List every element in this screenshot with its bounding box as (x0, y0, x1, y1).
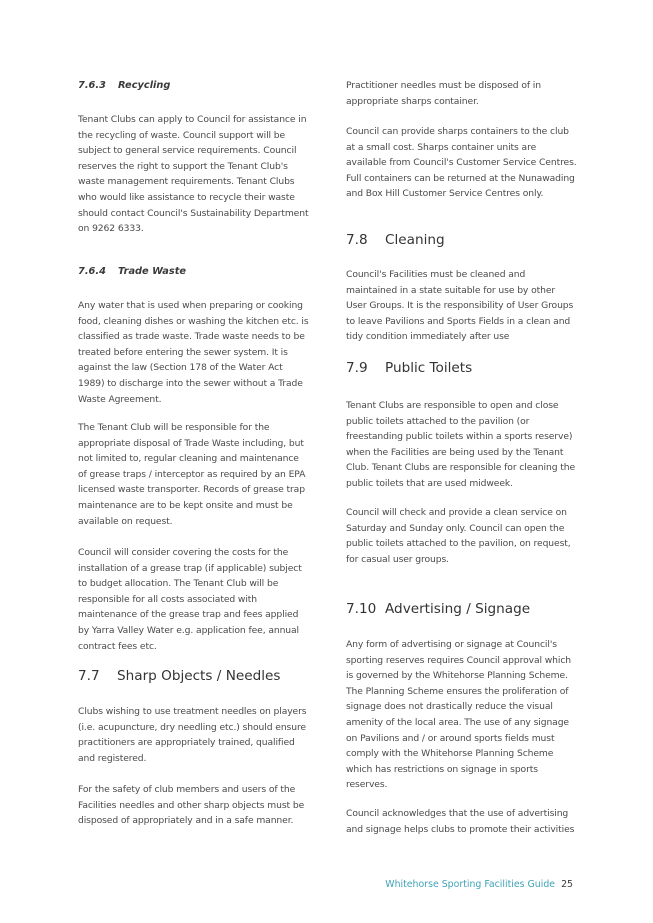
heading-7-6-4 (78, 266, 310, 277)
footer-document-title: Whitehorse Sporting Facilities Guide (385, 879, 556, 890)
section-number: 7.9 (346, 360, 368, 376)
cleaning-paragraph: Council's Facilities must be cleaned and maintained in a state suitable for use by other User Groups. It is the responsibility of User Groups to leave Pavilions and Sports Fields in a clean and tidy condition immediately after use (346, 269, 574, 343)
section-number: 7.10 (346, 601, 377, 617)
section-title: Recycling (118, 80, 171, 91)
section-number: 7.7 (78, 668, 100, 684)
sharp-objects-paragraph-2: For the safety of club members and users of the Facilities needles and other sharp objects must be disposed of appropriately and in a safe manner. (78, 784, 305, 827)
sharps-continued-paragraph-2: Council can provide sharps containers to the club at a small cost. Sharps container units are available from Council's Customer Service Centres. Full containers can be returned at the Nunawading and Box Hill Customer Service Centres only. (346, 126, 577, 200)
section-title: Trade Waste (118, 266, 187, 277)
public-toilets-paragraph-1: Tenant Clubs are responsible to open and close public toilets attached to the pavilion (or freestanding public toilets within a sports reserve) when the Facilities are being used by the Tenant Club. Tenant Clubs are responsible for cleaning the public toilets that are used midweek. (346, 400, 576, 489)
heading-7-9 (346, 360, 578, 376)
section-number: 7.8 (346, 232, 368, 248)
section-title: Public Toilets (385, 360, 473, 376)
trade-waste-paragraph-1: Any water that is used when preparing or cooking food, cleaning dishes or washing the kitchen etc. is classified as trade waste. Trade waste needs to be treated before entering the sewer system. It is against the law (Section 178 of the Water Act 1989) to discharge into the sewer without a Trade Waste Agreement. (78, 300, 309, 405)
sharp-objects-paragraph-1: Clubs wishing to use treatment needles on players (i.e. acupuncture, dry needling etc.) should ensure practitioners are appropriately trained, qualified and registered. (78, 706, 307, 764)
heading-7-7 (78, 668, 310, 684)
advertising-paragraph-1: Any form of advertising or signage at Council's sporting reserves requires Council approval which is governed by the Whitehorse Planning Scheme. The Planning Scheme ensures the proliferation of signage does not drastically reduce the visual amenity of the local area. The use of any signage on Pavilions and / or around sports fields must comply with the Whitehorse Planning Scheme which has restrictions on signage in sports reserves. (346, 639, 572, 791)
heading-7-10 (346, 601, 578, 617)
recycling-paragraph: Tenant Clubs can apply to Council for assistance in the recycling of waste. Council support will be subject to general service requirements. Council reserves the right to support the Tenant Club's waste management requirements. Tenant Clubs who would like assistance to recycle their waste should contact Council's Sustainability Department on 9262 6333. (78, 114, 309, 235)
heading-7-6-3 (78, 80, 310, 91)
sharps-continued-paragraph-1: Practitioner needles must be disposed of in appropriate sharps container. (346, 80, 541, 107)
trade-waste-paragraph-3: Council will consider covering the costs for the installation of a grease trap (if applicable) subject to budget allocation. The Tenant Club will be responsible for all costs associated with maintenance of the grease trap and fees applied by Yarra Valley Water e.g. application fee, annual contract fees etc. (78, 547, 302, 652)
section-title: Advertising / Signage (385, 601, 531, 617)
section-title: Sharp Objects / Needles (117, 668, 281, 684)
section-number: 7.6.3 (78, 80, 106, 91)
section-number: 7.6.4 (78, 266, 106, 277)
page-footer (385, 879, 573, 890)
trade-waste-paragraph-2: The Tenant Club will be responsible for the appropriate disposal of Trade Waste including, but not limited to, regular cleaning and maintenance of grease traps / interceptor as required by an EPA licensed waste transporter. Records of grease trap maintenance are to be kept onsite and must be available on request. (78, 422, 306, 527)
advertising-paragraph-2: Council acknowledges that the use of advertising and signage helps clubs to promote their activities (346, 808, 575, 835)
heading-7-8 (346, 232, 578, 248)
public-toilets-paragraph-2: Council will check and provide a clean service on Saturday and Sunday only. Council can open the public toilets attached to the pavilion, on request, for casual user groups. (346, 507, 571, 565)
page-number: 25 (561, 879, 573, 890)
section-title: Cleaning (385, 232, 445, 248)
